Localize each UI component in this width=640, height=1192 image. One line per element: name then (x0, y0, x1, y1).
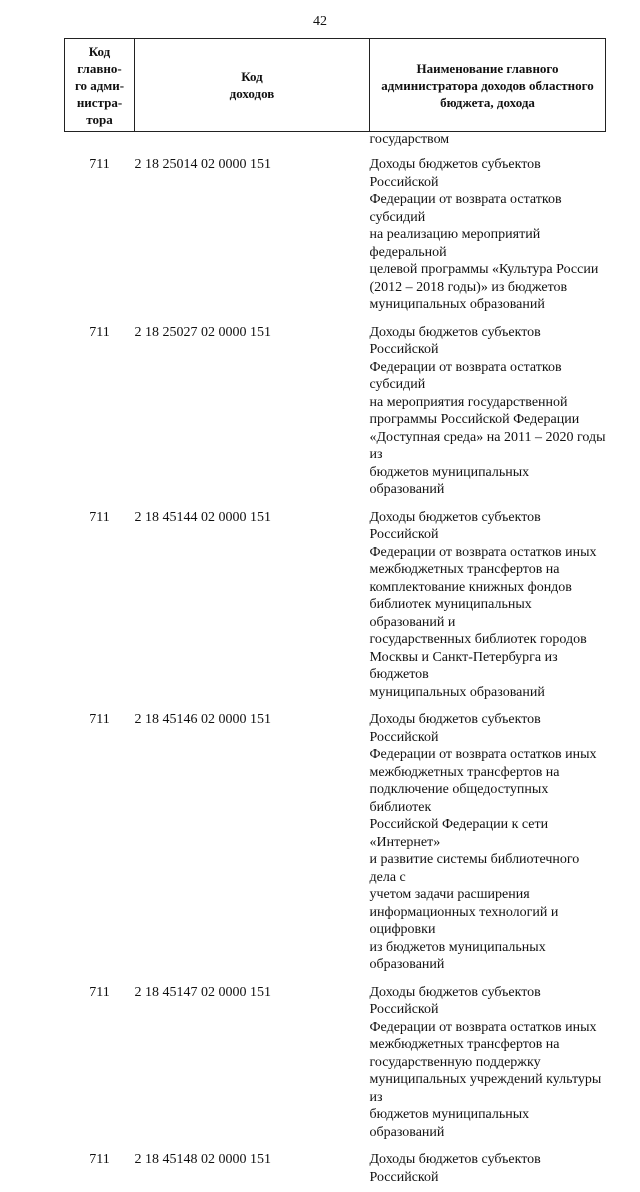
revenue-name-line: Доходы бюджетов субъектов Российской (370, 1151, 606, 1186)
admin-code-cell: 711 (65, 980, 135, 1148)
revenue-code-cell: 2 18 25014 02 0000 151 (135, 152, 370, 320)
revenue-name-cell (370, 152, 606, 320)
revenue-name-line: бюджетов муниципальных образований (370, 1106, 606, 1141)
revenue-name-cell (370, 320, 606, 505)
revenue-code-cell: 2 18 45146 02 0000 151 (135, 707, 370, 980)
revenue-name-line: Москвы и Санкт-Петербурга из бюджетов (370, 649, 606, 684)
revenue-code-cell: 2 18 25027 02 0000 151 (135, 320, 370, 505)
revenue-name-line: комплектование книжных фондов (370, 579, 606, 597)
revenue-name-line: межбюджетных трансфертов на (370, 764, 606, 782)
revenue-name-line: подключение общедоступных библиотек (370, 781, 606, 816)
revenue-name-line: и развитие системы библиотечного дела с (370, 851, 606, 886)
revenue-name-line: бюджетов муниципальных образований (370, 464, 606, 499)
table-body (65, 132, 606, 1192)
revenue-name-line: Российской Федерации к сети «Интернет» (370, 816, 606, 851)
revenue-name-line: межбюджетных трансфертов на (370, 1036, 606, 1054)
admin-code-cell: 711 (65, 1147, 135, 1192)
revenue-name-line: Федерации от возврата остатков иных (370, 746, 606, 764)
revenue-name-line: библиотек муниципальных образований и (370, 596, 606, 631)
revenue-name-line: учетом задачи расширения (370, 886, 606, 904)
header-admin-code: Код главно- го адми- нистра- тора (65, 39, 135, 132)
revenue-name-line: «Доступная среда» на 2011 – 2020 годы из (370, 429, 606, 464)
revenue-name-line: Доходы бюджетов субъектов Российской (370, 711, 606, 746)
revenue-name-line: Федерации от возврата остатков иных (370, 1019, 606, 1037)
table-row (65, 1147, 606, 1192)
admin-code-cell: 711 (65, 505, 135, 708)
revenue-name-cell (370, 707, 606, 980)
admin-code-cell: 711 (65, 707, 135, 980)
revenue-code-cell: 2 18 45144 02 0000 151 (135, 505, 370, 708)
page-number: 42 (0, 14, 640, 30)
table-row (65, 980, 606, 1148)
revenue-name-line: на мероприятия государственной (370, 394, 606, 412)
admin-code-cell: 711 (65, 152, 135, 320)
revenue-name-line: Федерации от возврата остатков субсидий (370, 191, 606, 226)
table-row (65, 152, 606, 320)
table-header-row (65, 39, 606, 132)
revenue-name-line: межбюджетных трансфертов на (370, 561, 606, 579)
revenue-name-line: муниципальных образований (370, 684, 606, 702)
header-name: Наименование главного администратора доходов областного бюджета, дохода (370, 39, 606, 132)
revenue-code-cell: 2 18 45148 02 0000 151 (135, 1147, 370, 1192)
revenue-name-line: Доходы бюджетов субъектов Российской (370, 984, 606, 1019)
revenue-name-line: Доходы бюджетов субъектов Российской (370, 156, 606, 191)
revenue-name-line: информационных технологий и оцифровки (370, 904, 606, 939)
revenue-name-line: Доходы бюджетов субъектов Российской (370, 324, 606, 359)
revenue-name-cell (370, 505, 606, 708)
revenue-name-line: муниципальных учреждений культуры из (370, 1071, 606, 1106)
continuation-row (65, 132, 606, 153)
admin-code-cell: 711 (65, 320, 135, 505)
revenue-name-line: программы Российской Федерации (370, 411, 606, 429)
table-row (65, 707, 606, 980)
revenue-codes-table (64, 38, 606, 1192)
table-row (65, 505, 606, 708)
revenue-name-cell (370, 980, 606, 1148)
revenue-name-line: Доходы бюджетов субъектов Российской (370, 509, 606, 544)
continuation-text: государством (370, 132, 606, 153)
header-revenue-code: Код доходов (135, 39, 370, 132)
revenue-name-line: государственную поддержку (370, 1054, 606, 1072)
revenue-name-line: государственных библиотек городов (370, 631, 606, 649)
revenue-name-line: (2012 – 2018 годы)» из бюджетов (370, 279, 606, 297)
revenue-name-line: на реализацию мероприятий федеральной (370, 226, 606, 261)
revenue-name-line: целевой программы «Культура России (370, 261, 606, 279)
table-row (65, 320, 606, 505)
revenue-name-line: Федерации от возврата остатков субсидий (370, 359, 606, 394)
revenue-code-cell: 2 18 45147 02 0000 151 (135, 980, 370, 1148)
revenue-name-cell (370, 1147, 606, 1192)
revenue-name-line: Федерации от возврата остатков иных (370, 544, 606, 562)
revenue-name-line: муниципальных образований (370, 296, 606, 314)
revenue-name-line: из бюджетов муниципальных образований (370, 939, 606, 974)
